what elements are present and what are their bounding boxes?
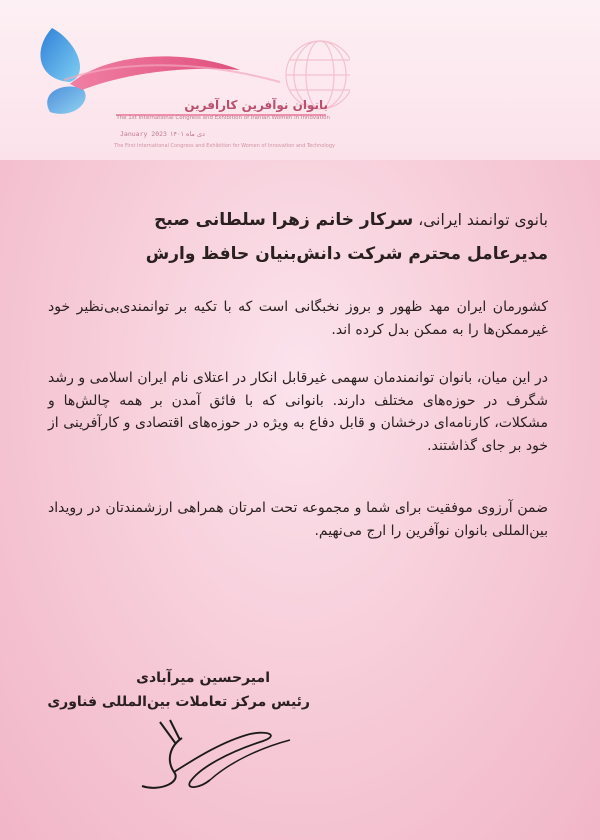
signer-role: رئیس مرکز تعاملات بین‌المللی فناوری: [47, 694, 310, 710]
logo-title: بانوان نوآفرین کارآفرین: [184, 98, 328, 112]
salutation-prefix: بانوی توانمند ایرانی،: [418, 211, 548, 229]
recipient-title: مدیرعامل محترم شرکت دانش‌بنیان حافظ وارش: [145, 244, 548, 264]
paragraph-2: در این میان، بانوان توانمندمان سهمی غیرقابل انکار در اعتلای نام ایران اسلامی و رشد شگرف در حوزه‌های مختلف دارند. بانوانی که با فائق آمدن بر همه چالش‌ها و مشکلات، کارنامه‌ای درخشان و قابل دفاع به ویژه در حوزه‌های اقتصادی و کارآفرینی از خود بر جای گذاشتند.: [48, 370, 548, 454]
logo-tagline: The First International Congress and Exhibition for Women of Innovation and Technology: [114, 143, 335, 149]
recipient-name: سرکار خانم زهرا سلطانی صبح: [154, 210, 414, 230]
handwritten-signature: [130, 712, 300, 802]
logo-wing-lower-icon: [47, 87, 85, 114]
logo-date-persian: دی ماه ۱۴۰۱: [170, 130, 205, 138]
salutation-line: [48, 205, 548, 235]
logo-date-gregorian: January 2023: [120, 130, 167, 138]
signer-name: امیرحسین میرآبادی: [136, 670, 270, 686]
logo-subtitle: The 1st International Congress and Exhibition of Iranian Women in Innovation: [116, 115, 330, 121]
logo-swoosh-icon: [70, 56, 240, 90]
logo-wing-upper-icon: [40, 28, 80, 82]
paragraph-1: کشورمان ایران مهد ظهور و بروز نخبگانی است که با تکیه بر توانمندی‌بی‌نظیر خود غیرممکن‌ها را به ممکن بدل کرده اند.: [48, 299, 548, 338]
paragraph-3: ضمن آرزوی موفقیت برای شما و مجموعه تحت امرتان همراهی ارزشمندتان در رویداد بین‌المللی بانوان نوآفرین را ارج می‌نهیم.: [48, 500, 548, 539]
